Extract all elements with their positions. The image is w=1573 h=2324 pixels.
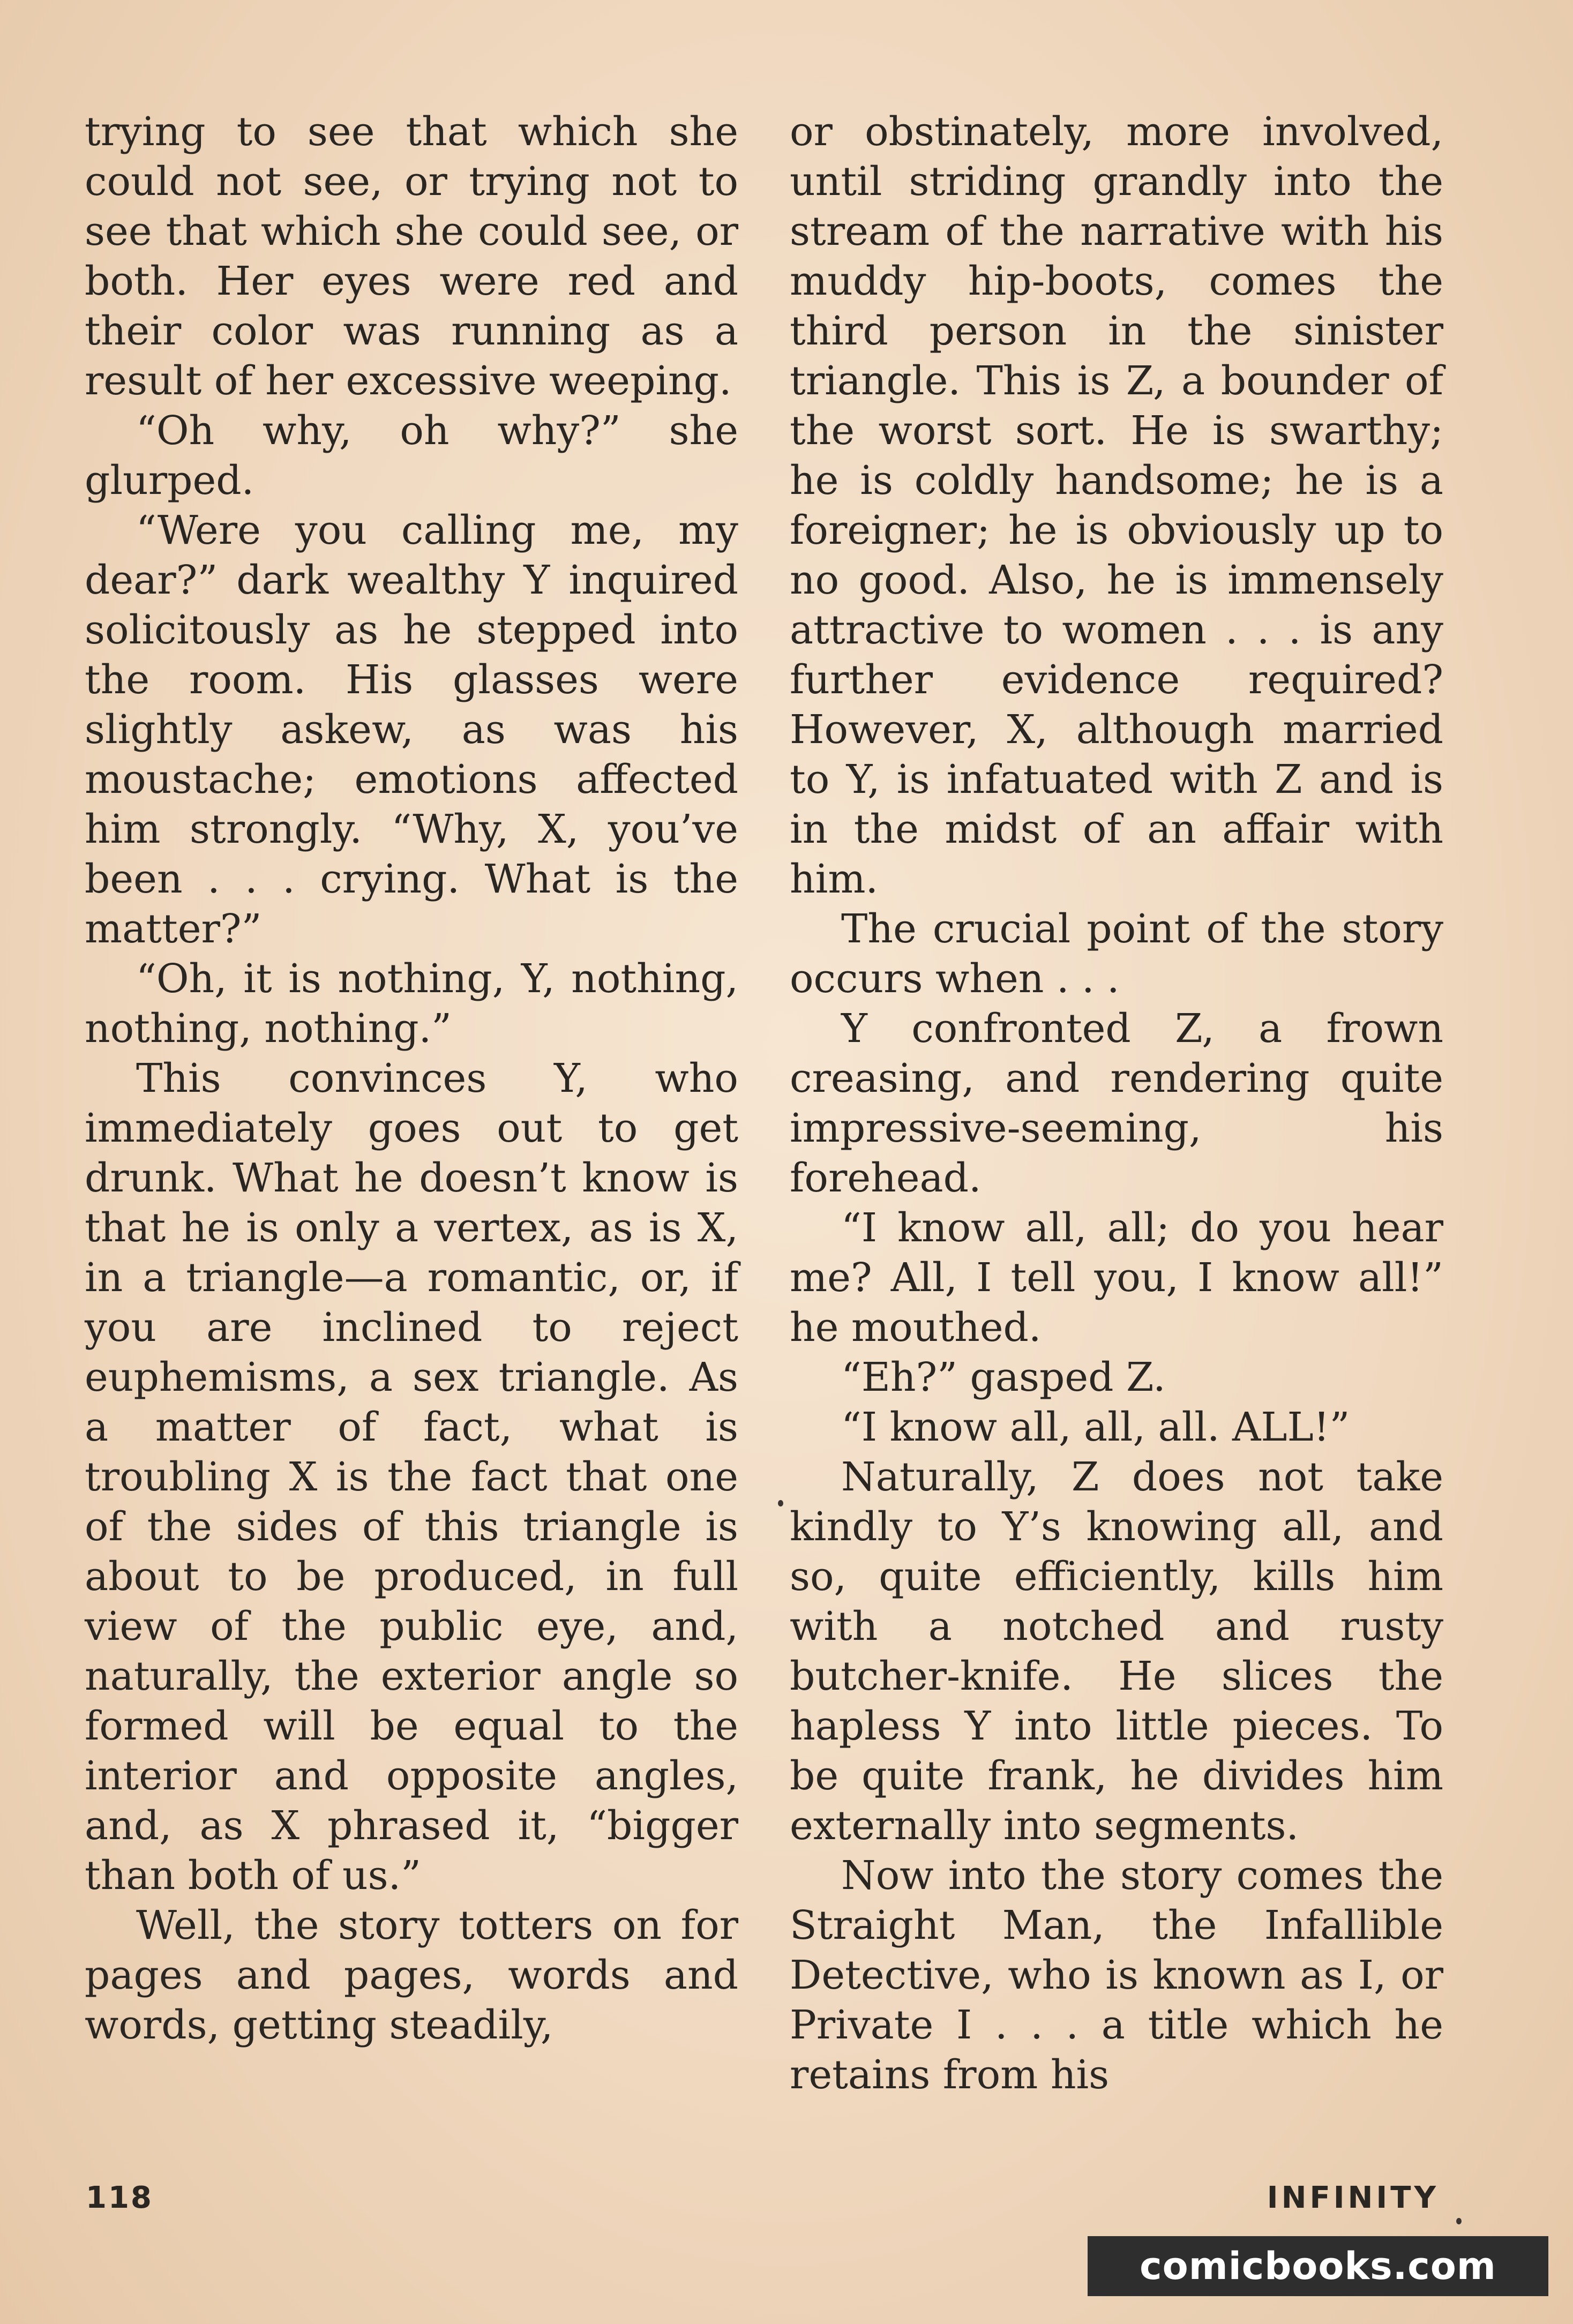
- watermark: comicbooks.com: [1088, 2236, 1548, 2296]
- page-number: 118: [86, 2180, 153, 2215]
- paragraph: trying to see that which she could not see, or trying not to see that which she could see, or both. Her eyes were red and their color was running as a result of her excessive weeping.: [85, 109, 738, 404]
- paragraph: The crucial point of the story occurs when . . .: [790, 906, 1443, 1002]
- right-column: [790, 107, 1443, 2100]
- print-speck: [778, 1500, 783, 1506]
- paragraph: “Were you calling me, my dear?” dark wealthy Y inquired solicitously as he stepped into the room. His glasses were slightly askew, as was his moustache; emotions affected him strongly. “Why, X, you’ve been . . . crying. What is the matter?”: [85, 507, 738, 952]
- paragraph: “Eh?” gasped Z.: [841, 1354, 1166, 1400]
- paragraph: Well, the story totters on for pages and pages, words and words, getting steadily,: [85, 1902, 738, 2048]
- paragraph: “I know all, all; do you hear me? All, I tell you, I know all!” he mouthed.: [790, 1205, 1443, 1351]
- print-speck: [1456, 2218, 1462, 2224]
- left-column: [85, 107, 738, 2050]
- paragraph: or obstinately, more involved, until striding grandly into the stream of the narrative with his muddy hip-boots, comes the third person in the sinister triangle. This is Z, a bounder of the worst sort. He is swarthy; he is coldly handsome; he is a foreigner; he is obviously up to no good. Also, he is immensely attractive to women . . . is any further evidence required? However, X, although married to Y, is infatuated with Z and is in the midst of an affair with him.: [790, 109, 1443, 902]
- paragraph: Now into the story comes the Straight Man, the Infallible Detective, who is known as I, or Private I . . . a title which he retains from his: [790, 1853, 1443, 2098]
- paragraph: “I know all, all, all. ALL!”: [841, 1404, 1350, 1450]
- paragraph: “Oh, it is nothing, Y, nothing, nothing, nothing.”: [85, 956, 738, 1052]
- paragraph: “Oh why, oh why?” she glurped.: [85, 408, 738, 504]
- paragraph: Y confronted Z, a frown creasing, and rendering quite impressive-seeming, his forehead.: [790, 1006, 1443, 1201]
- paragraph: Naturally, Z does not take kindly to Y’s knowing all, and so, quite efficiently, kills him with a notched and rusty butcher-knife. He slices the hapless Y into little pieces. To be quite frank, he divides him externally into segments.: [790, 1454, 1443, 1849]
- magazine-title: INFINITY: [1267, 2180, 1439, 2215]
- paragraph: This convinces Y, who immediately goes out to get drunk. What he doesn’t know is that he is only a vertex, as is X, in a triangle—a romantic, or, if you are inclined to reject euphemisms, a sex triangle. As a matter of fact, what is troubling X is the fact that one of the sides of this triangle is about to be produced, in full view of the public eye, and, naturally, the exterior angle so formed will be equal to the interior and opposite angles, and, as X phrased it, “bigger than both of us.”: [85, 1055, 738, 1899]
